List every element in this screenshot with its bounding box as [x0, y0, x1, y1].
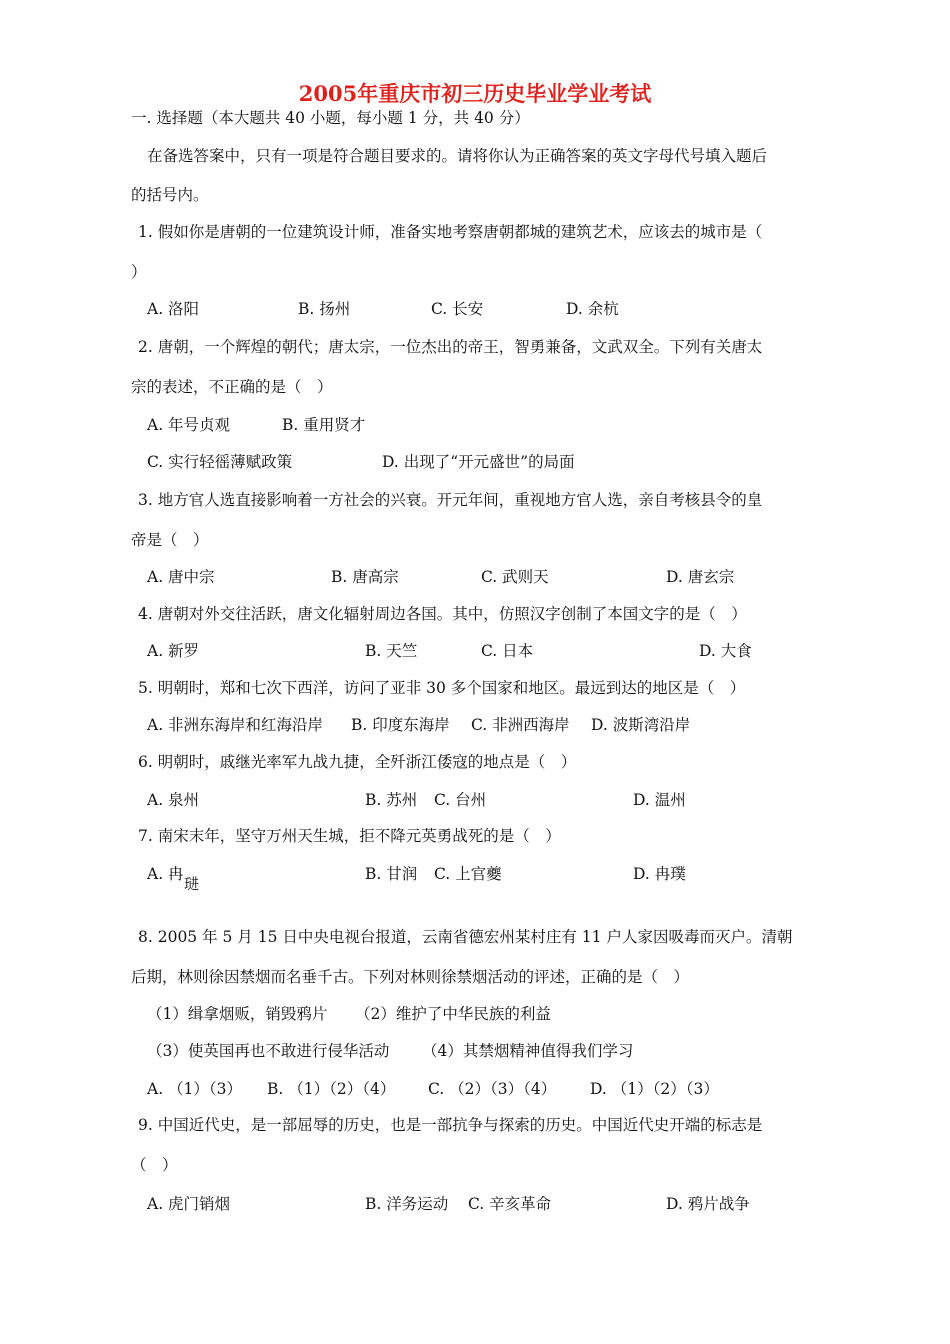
question-1-text: 1. 假如你是唐朝的一位建筑设计师，准备实地考察唐朝都城的建筑艺术，应该去的城市是（ — [138, 223, 763, 241]
question-8-text: 8. 2005 年 5 月 15 日中央电视台报道，云南省德宏州某村庄有 11 户人家因吸毒而灭户。清朝 — [138, 928, 793, 946]
option-a: A. （1）（3） — [147, 1080, 243, 1098]
option-a: A. 泉州 — [147, 791, 200, 809]
option-b: B. 甘润 — [365, 865, 418, 883]
question-7-text: 7. 南宋末年，坚守万州天生城，拒不降元英勇战死的是（ ） — [138, 827, 561, 845]
option-a: A. 非洲东海岸和红海沿岸 — [147, 716, 324, 734]
option-d: D. 温州 — [633, 791, 686, 809]
option-a: A. 唐中宗 — [147, 568, 215, 586]
option-c: C. 辛亥革命 — [468, 1195, 552, 1213]
option-c: C. 上官夔 — [434, 865, 502, 883]
option-b: B. 苏州 — [365, 791, 418, 809]
option-c: C. 非洲西海岸 — [471, 716, 570, 734]
option-a: A. 年号贞观 — [147, 416, 231, 434]
statement-2: （2）维护了中华民族的利益 — [355, 1005, 551, 1023]
option-a: A. 新罗 — [147, 642, 200, 660]
question-2-text: 2. 唐朝，一个辉煌的朝代；唐太宗，一位杰出的帝王，智勇兼备，文武双全。下列有关唐太 — [138, 338, 763, 356]
question-8-text: 后期，林则徐因禁烟而名垂千古。下列对林则徐禁烟活动的评述，正确的是（ ） — [131, 968, 690, 986]
option-c: C. 武则天 — [481, 568, 549, 586]
option-a-glyph: 琎 — [184, 875, 200, 893]
page-title: 2005年重庆市初三历史毕业学业考试 — [298, 81, 652, 106]
option-b: B. 唐高宗 — [331, 568, 399, 586]
option-a: A. 洛阳 — [147, 300, 200, 318]
option-a: A. 虎门销烟 — [147, 1195, 231, 1213]
question-9-text: （ ） — [131, 1156, 178, 1174]
question-6-text: 6. 明朝时，戚继光率军九战九捷，全歼浙江倭寇的地点是（ ） — [138, 753, 577, 771]
option-d: D. 波斯湾沿岸 — [591, 716, 691, 734]
option-d: D. （1）（2）（3） — [590, 1080, 719, 1098]
option-b: B. 印度东海岸 — [351, 716, 450, 734]
statement-3: （3）使英国再也不敢进行侵华活动 — [147, 1042, 390, 1060]
section-heading: 一. 选择题（本大题共 40 小题，每小题 1 分，共 40 分） — [131, 109, 530, 127]
question-5-text: 5. 明朝时，郑和七次下西洋，访问了亚非 30 多个国家和地区。最远到达的地区是（ ） — [138, 679, 746, 697]
option-c: C. 日本 — [481, 642, 534, 660]
option-b: B. 洋务运动 — [365, 1195, 449, 1213]
option-d: D. 余杭 — [566, 300, 619, 318]
option-b: B. 扬州 — [298, 300, 351, 318]
option-b: B. 天竺 — [365, 642, 418, 660]
instruction-line: 的括号内。 — [131, 186, 209, 204]
question-1-text: ） — [131, 263, 147, 281]
statement-4: （4）其禁烟精神值得我们学习 — [422, 1042, 634, 1060]
option-c: C. （2）（3）（4） — [428, 1080, 557, 1098]
question-9-text: 9. 中国近代史，是一部屈辱的历史，也是一部抗争与探索的历史。中国近代史开端的标志是 — [138, 1116, 763, 1134]
question-3-text: 3. 地方官人选直接影响着一方社会的兴衰。开元年间，重视地方官人选，亲自考核县令的皇 — [138, 491, 763, 509]
option-a: A. 冉 — [147, 865, 184, 883]
option-d: D. 唐玄宗 — [666, 568, 735, 586]
question-2-text: 宗的表述，不正确的是（ ） — [131, 378, 333, 396]
option-d: D. 冉璞 — [633, 865, 686, 883]
statement-1: （1）缉拿烟贩，销毁鸦片 — [147, 1005, 328, 1023]
option-c: C. 长安 — [431, 300, 484, 318]
option-d: D. 出现了“开元盛世”的局面 — [382, 453, 575, 471]
option-b: B. （1）（2）（4） — [267, 1080, 396, 1098]
option-c: C. 实行轻徭薄赋政策 — [147, 453, 293, 471]
option-b: B. 重用贤才 — [282, 416, 366, 434]
option-d: D. 大食 — [699, 642, 752, 660]
question-4-text: 4. 唐朝对外交往活跃，唐文化辐射周边各国。其中，仿照汉字创制了本国文字的是（ ） — [138, 605, 747, 623]
question-3-text: 帝是（ ） — [131, 531, 209, 549]
instruction-line: 在备选答案中，只有一项是符合题目要求的。请将你认为正确答案的英文字母代号填入题后 — [147, 147, 768, 165]
option-d: D. 鸦片战争 — [666, 1195, 750, 1213]
option-c: C. 台州 — [434, 791, 487, 809]
